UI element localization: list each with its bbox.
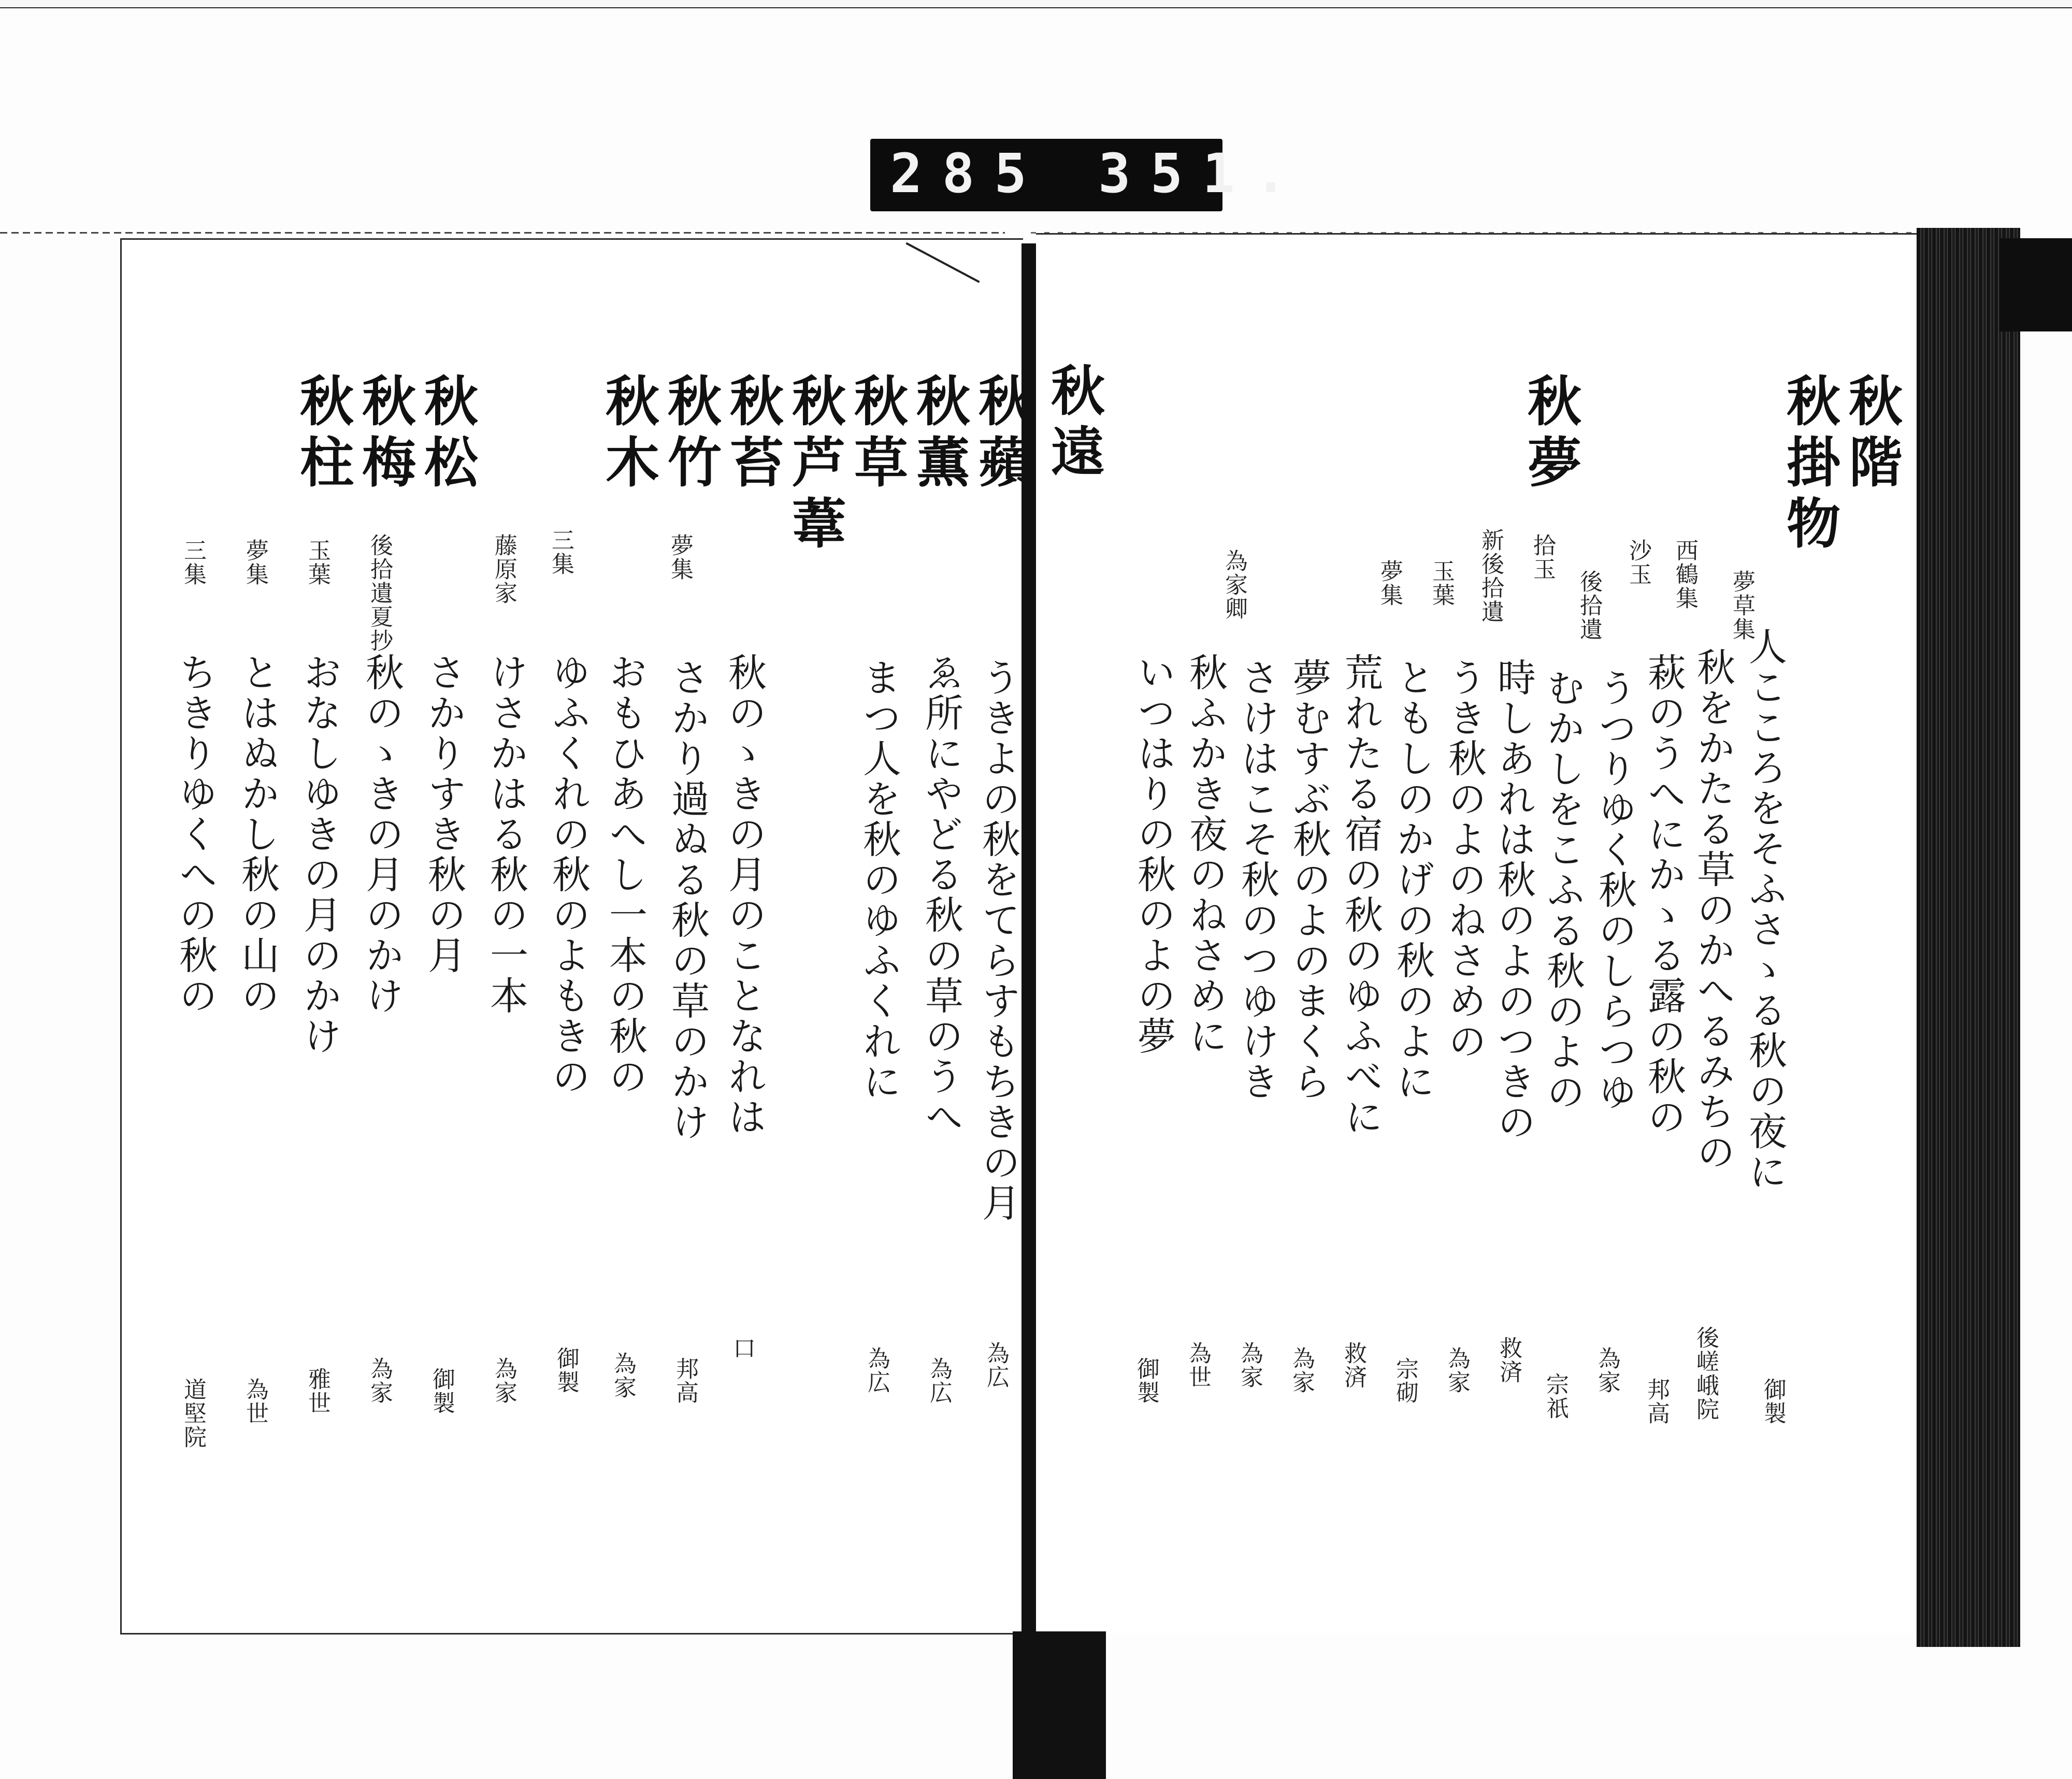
heading-aki-ashi: 秋芦葦 [783, 373, 846, 556]
poem-author: 御製 [428, 1367, 455, 1415]
poem-author: 為世 [242, 1378, 268, 1425]
poem-text: うきよの秋をてらすもちきの月 [976, 658, 1020, 1223]
poem-source: 後拾遺夏抄 [366, 533, 393, 653]
book-fore-edge-corner [1999, 238, 2072, 331]
poem-text: さけはこそ秋のつゆけき [1235, 658, 1279, 1102]
poem-text: いつはりの秋のよの夢 [1131, 653, 1176, 1057]
poem-text: ゑ所にやどる秋の草のうへ [919, 653, 963, 1137]
poem-source: 夢集 [667, 533, 693, 581]
poem-text: うつりゆく秋のしらつゆ [1592, 668, 1637, 1112]
poem-source: 拾玉 [1529, 533, 1556, 581]
poem-text: うき秋のよのねさめの [1442, 658, 1487, 1062]
poem-author: 救済 [1340, 1341, 1366, 1389]
poem-source: 新後拾遺 [1477, 528, 1504, 624]
poem-author: 邦高 [1643, 1378, 1670, 1425]
poem-text: ともしのかげの秋のよに [1390, 658, 1435, 1102]
poem-author: 御製 [1760, 1378, 1786, 1425]
poem-text: 秋のゝきの月のことなれは [722, 653, 767, 1137]
heading-aki-kusa2: 秋苔 [721, 373, 784, 495]
poem-source: 藤原家 [491, 533, 517, 605]
poem-author: 為広 [864, 1347, 890, 1394]
poem-author: 為家 [366, 1357, 393, 1405]
poem-text: 萩のうへにかゝる露の秋の [1642, 653, 1686, 1137]
poem-author: 為家 [1594, 1347, 1620, 1394]
poem-author: 為家 [491, 1357, 517, 1405]
poem-text: 秋のゝきの月のかけ [359, 653, 404, 1016]
poem-author: 後嵯峨院 [1692, 1326, 1719, 1421]
heading-aki-yomogi: 秋蘋 [969, 373, 1033, 495]
poem-text: ゆふくれの秋のよもきの [546, 653, 591, 1097]
heading-aki-hashi: 秋梅 [353, 373, 416, 495]
poem-author: 為家 [1444, 1347, 1470, 1394]
poem-text: 夢むすぶ秋のよのまくら [1287, 658, 1331, 1102]
book-gutter-shadow [1013, 1631, 1106, 1779]
heading-aki-kai: 秋階 [1839, 373, 1903, 495]
book-fore-edge [1917, 228, 2020, 1647]
frame-number-label [870, 139, 1307, 211]
poem-source: 為家卿 [1221, 549, 1247, 620]
poem-author: 為家 [1288, 1347, 1315, 1394]
heading-aki-yume: 秋夢 [1518, 373, 1582, 495]
poem-author: 為世 [1185, 1341, 1211, 1389]
poem-author: 道堅院 [180, 1378, 206, 1449]
poem-text: 秋ふかき夜のねさめに [1183, 653, 1228, 1057]
poem-source: 玉葉 [304, 539, 330, 586]
poem-author: 邦高 [672, 1357, 698, 1405]
poem-author: 為家 [1236, 1341, 1263, 1389]
poem-text: おもひあへし一本の秋の [603, 653, 648, 1097]
poem-text: 荒れたる宿の秋のゆふべに [1339, 653, 1383, 1137]
poem-text: 人こころをそふさゝる秋の夜に [1743, 627, 1787, 1192]
poem-text: おなしゆきの月のかけ [297, 653, 342, 1057]
poem-text: さかり過ぬる秋の草のかけ [665, 658, 710, 1142]
poem-author: 宗砌 [1392, 1357, 1418, 1405]
poem-author: 宗祇 [1542, 1372, 1569, 1420]
poem-source: 玉葉 [1428, 559, 1455, 607]
poem-text: 時しあれは秋のよのつきの [1491, 658, 1536, 1142]
poem-author: 為広 [983, 1341, 1009, 1389]
frame-number-right: 351. [1098, 142, 1307, 205]
heading-aki-kusa: 秋草 [845, 373, 909, 495]
heading-aki-ki: 秋木 [596, 373, 660, 495]
poem-source: 西鶴集 [1672, 539, 1698, 610]
poem-author: 為家 [610, 1352, 636, 1399]
poem-author: 御製 [553, 1347, 579, 1394]
frame-number-left: 285 [890, 142, 1046, 205]
heading-aki-kaoru: 秋薫 [907, 373, 971, 495]
poem-text: まつ人を秋のゆふくれに [857, 658, 901, 1102]
poem-author: 為広 [926, 1357, 952, 1405]
poem-author: 雅世 [304, 1367, 330, 1415]
poem-source: 三集 [180, 539, 206, 586]
poem-source: 夢草集 [1729, 570, 1755, 641]
poem-text: むかしをこふる秋のよの [1541, 668, 1585, 1112]
poem-source: 後拾遺 [1576, 570, 1602, 641]
poem-text: さかりすき秋の月 [422, 653, 466, 976]
scan-rule-left [0, 232, 1005, 234]
poem-text: とはぬかし秋の山の [235, 653, 280, 1016]
poem-author: 救済 [1495, 1336, 1522, 1384]
poem-author: 口 [729, 1336, 755, 1360]
scan-top-edge [0, 0, 2072, 8]
poem-text: けさかはる秋の一本 [484, 653, 528, 1016]
heading-aki-matsu: 秋松 [415, 373, 479, 495]
heading-aki-take: 秋竹 [658, 373, 722, 495]
poem-source: 三集 [548, 528, 574, 576]
poem-source: 夢集 [1376, 559, 1403, 607]
poem-source: 沙玉 [1625, 539, 1651, 586]
poem-source: 夢集 [242, 539, 268, 586]
heading-aki-kakemono: 秋掛物 [1777, 373, 1841, 556]
poem-text: 秋をかたる草のかへるみちの [1691, 647, 1735, 1173]
poem-text: ちきりゆくへの秋の [173, 653, 218, 1016]
heading-aki-koromo: 秋柱 [291, 373, 354, 495]
heading-aki-nagame: 秋遠 [1042, 363, 1105, 485]
poem-author: 御製 [1133, 1357, 1159, 1405]
